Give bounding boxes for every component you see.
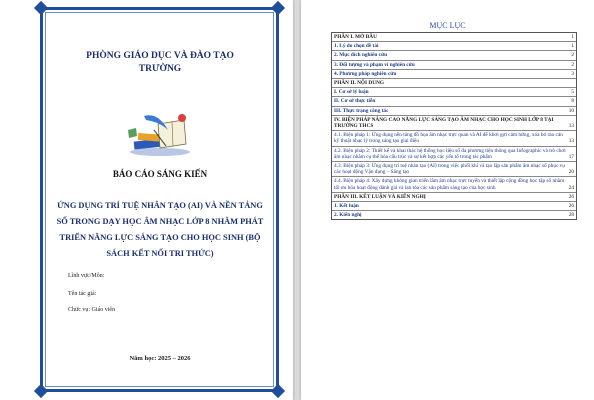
toc-entry-label: II. Cơ sở thực tiễn	[334, 98, 376, 105]
toc-row[interactable]	[332, 147, 576, 162]
field-label: Lĩnh vực/Môn:	[68, 273, 105, 279]
toc-row[interactable]	[332, 131, 576, 146]
toc-row[interactable]	[332, 61, 576, 70]
toc-page-number: 8	[571, 98, 574, 105]
toc-row[interactable]	[332, 33, 576, 42]
toc-table	[331, 32, 577, 220]
toc-row[interactable]	[332, 202, 576, 211]
toc-page-number: 2	[571, 52, 574, 59]
toc-entry-label: PHẦN I. MỞ ĐẦU	[334, 34, 377, 40]
toc-page-number: 28	[568, 212, 574, 219]
toc-row[interactable]	[332, 211, 576, 219]
report-topic: ỨNG DỤNG TRÍ TUỆ NHÂN TẠO (AI) VÀ NỀN TẢNG SỐ TRONG DẠY HỌC ÂM NHẠC LỚP 8 NHẰM PHÁT TRIỂN NĂNG LỰC SÁNG TẠO CHO HỌC SINH (BỘ SÁCH KẾT NỐI TRI THỨC)	[56, 201, 264, 258]
books-and-quill-clipart-icon	[124, 110, 194, 158]
toc-entry-label: 4.4. Biện pháp 4: Xây dựng không gian triển lãm âm nhạc trực tuyến và thiết lập cộng đồng học tập số nhằm tối ưu hóa hoạt động đánh giá và lan tỏa các sản phẩm sáng tạo của học sinh	[334, 178, 565, 191]
author-label: Tên tác giả:	[68, 291, 97, 297]
toc-page-number: 17	[568, 153, 574, 160]
toc-row[interactable]	[332, 193, 576, 202]
toc-entry-label: 1. Kết luận	[334, 203, 359, 210]
toc-entry-label: 2. Kiến nghị	[334, 212, 362, 219]
toc-row[interactable]	[332, 107, 576, 116]
department-line-2: TRƯỜNG	[138, 64, 182, 74]
toc-page-number: 1	[571, 43, 574, 50]
toc-page-number: 13	[568, 138, 574, 145]
toc-entry-label: III. Thực trạng công tác	[334, 107, 389, 114]
toc-page-number: 3	[571, 70, 574, 77]
department-heading	[52, 50, 268, 76]
toc-row[interactable]	[332, 162, 576, 177]
toc-row[interactable]	[332, 88, 576, 97]
toc-row[interactable]	[332, 177, 576, 192]
toc-page-number: 1	[571, 34, 574, 40]
toc-page-number: 26	[568, 193, 574, 200]
toc-entry-label: 4.1. Biện pháp 1: Ứng dụng nền tảng đồ họa âm nhạc trực quan và AI để khơi gợi cảm hứng, xóa bỏ rào cản kỹ thuật nhạc lý trong sáng tạo giai điệu	[334, 132, 563, 145]
toc-entry-label: 2. Mục đích nghiên cứu	[334, 52, 388, 59]
toc-page-number: 20	[568, 169, 574, 176]
toc-entry-label: 3. Đối tượng và phạm vi nghiên cứu	[334, 61, 415, 68]
toc-row[interactable]	[332, 97, 576, 106]
toc-entry-label: 4.2. Biện pháp 2: Thiết kế và khai thác hệ thống học liệu số đa phương tiện thông qua Infographic và trò chơi âm nhạc nhằm cụ thể hóa cấu trúc và sự kết hợp các yếu tố trong tác phẩm	[334, 147, 566, 160]
school-year: Năm học: 2025 – 2026	[129, 355, 191, 362]
position-label: Chức vụ: Giáo viên	[68, 307, 116, 313]
toc-entry-label: IV. BIỆN PHÁP NÂNG CAO NĂNG LỰC SÁNG TẠO ÂM NHẠC CHO HỌC SINH LỚP 8 TẠI TRƯỜNG THCS	[334, 116, 554, 130]
toc-page-number: 10	[568, 107, 574, 114]
toc-row[interactable]	[332, 42, 576, 51]
toc-entry-label: 4. Phương pháp nghiên cứu	[334, 70, 397, 77]
toc-page-number: 24	[568, 184, 574, 191]
toc-entry-label: PHẦN III. KẾT LUẬN VÀ KIẾN NGHỊ	[334, 193, 426, 200]
toc-entry-label: PHẦN II. NỘI DUNG	[334, 80, 385, 87]
toc-entry-label: 1. Lý do chọn đề tài	[334, 43, 379, 50]
toc-entry-label: I. Cơ sở lý luận	[334, 89, 369, 96]
toc-page	[301, 0, 594, 400]
toc-row[interactable]	[332, 70, 576, 79]
cover-page	[0, 0, 293, 400]
toc-page-number: 26	[568, 203, 574, 210]
toc-page-number: 5	[571, 89, 574, 96]
toc-entry-label: 4.3. Biện pháp 3: Ứng dụng trí tuệ nhân tạo (AI) trong việc phối khí và tạo lập sản phẩm âm nhạc số phục vụ các hoạt động Vận dụng – Sáng tạo	[334, 163, 565, 176]
toc-heading: MỤC LỤC	[429, 21, 466, 30]
toc-row[interactable]	[332, 116, 576, 131]
toc-page-number: 2	[571, 61, 574, 68]
toc-page-number: 13	[568, 123, 574, 130]
report-title: BÁO CÁO SÁNG KIẾN	[112, 169, 208, 179]
toc-row[interactable]	[332, 51, 576, 60]
department-line-1: PHÒNG GIÁO DỤC VÀ ĐÀO TẠO	[86, 51, 234, 61]
toc-row[interactable]	[332, 79, 576, 88]
